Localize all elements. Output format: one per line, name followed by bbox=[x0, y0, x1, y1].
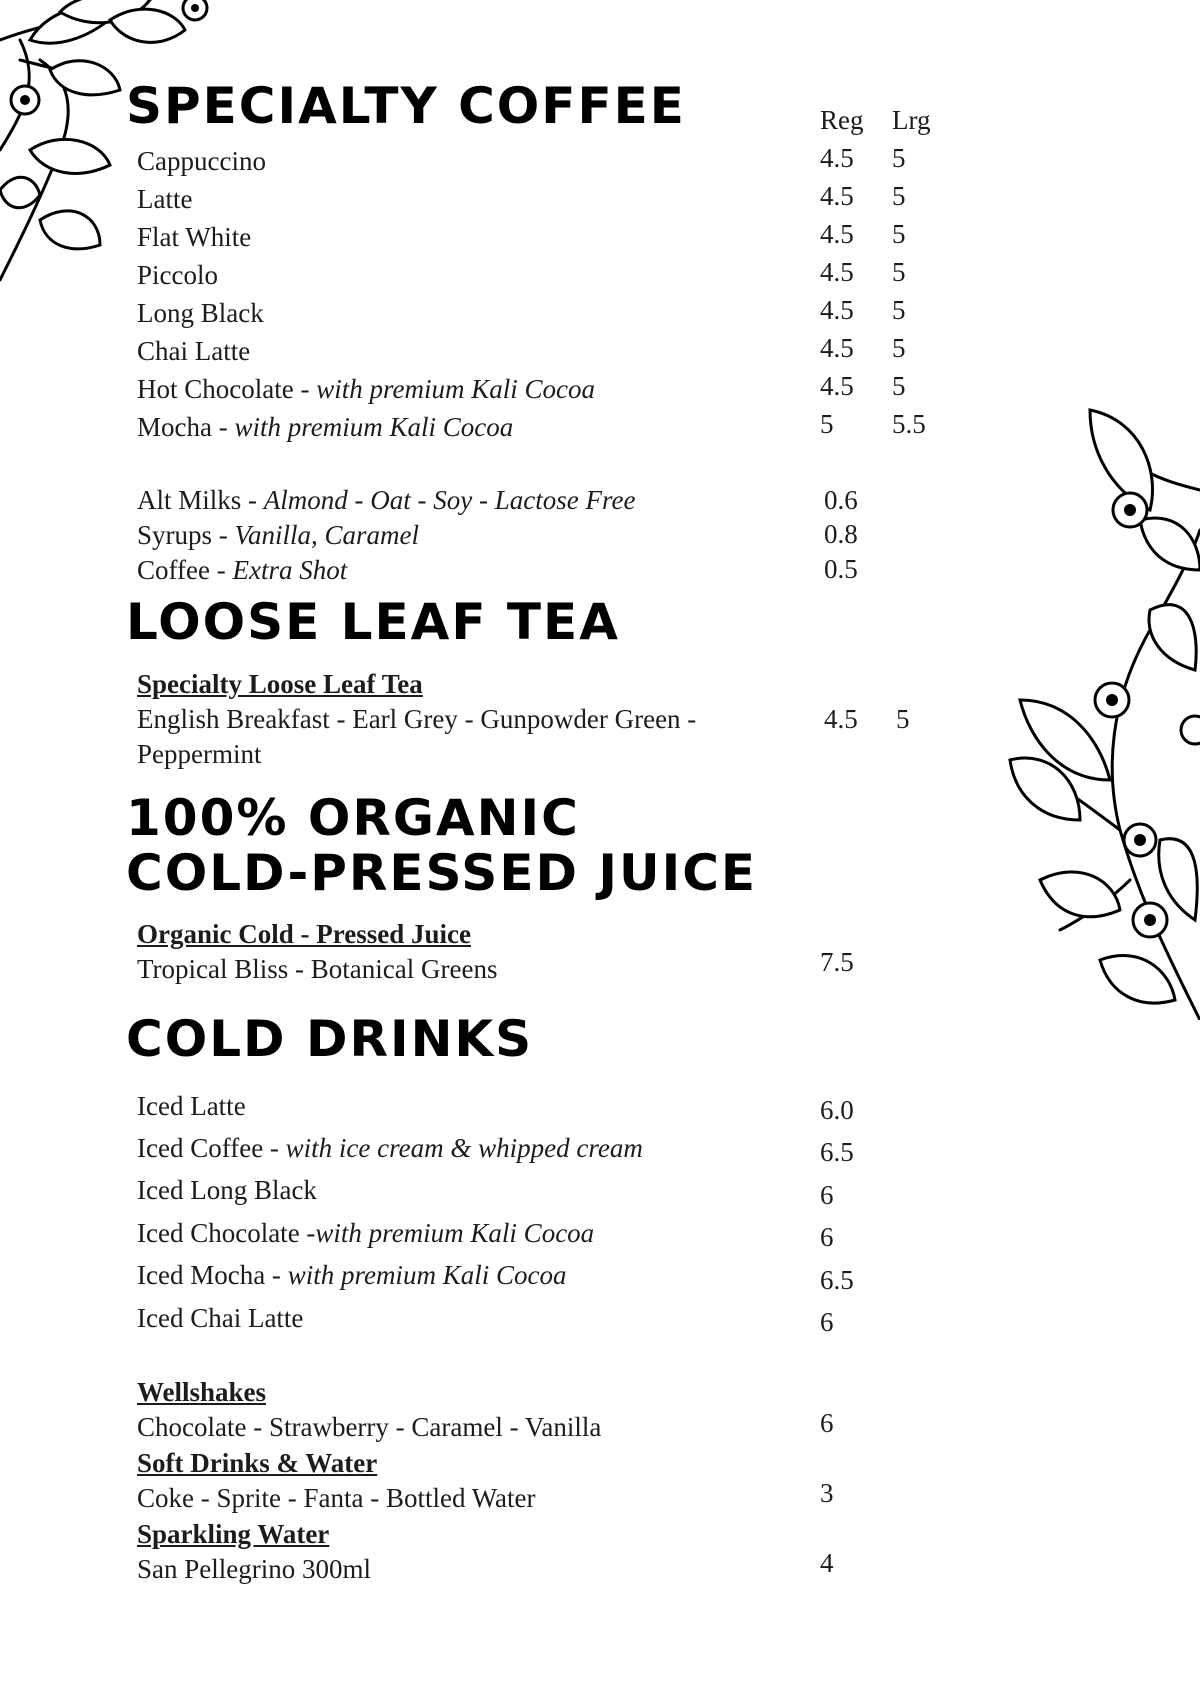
price-reg: 4.5 bbox=[820, 219, 854, 249]
tea-price-reg: 4.5 bbox=[824, 704, 858, 734]
column-header-reg: Reg bbox=[820, 105, 864, 135]
price-reg: 4.5 bbox=[820, 181, 854, 211]
list-item: Syrups - Vanilla, Caramel bbox=[137, 520, 420, 550]
price-lrg: 5 bbox=[892, 181, 906, 211]
wellshakes-flavours: Chocolate - Strawberry - Caramel - Vanilla bbox=[137, 1412, 602, 1442]
cold-drink-price: 6.5 bbox=[820, 1265, 854, 1295]
list-item: Iced Mocha - with premium Kali Cocoa bbox=[137, 1260, 567, 1290]
list-item: Coffee - Extra Shot bbox=[137, 555, 348, 585]
botanical-rose-vine-illustration-right bbox=[1000, 400, 1200, 1020]
cold-drink-price: 6 bbox=[820, 1180, 834, 1210]
wellshakes-subheading: Wellshakes bbox=[137, 1377, 267, 1407]
price-reg: 4.5 bbox=[820, 333, 854, 363]
juice-subheading: Organic Cold - Pressed Juice bbox=[137, 919, 471, 949]
cold-drink-price: 6 bbox=[820, 1307, 834, 1337]
list-item: Mocha - with premium Kali Cocoa bbox=[137, 412, 514, 442]
juice-varieties: Tropical Bliss - Botanical Greens bbox=[137, 954, 498, 984]
cold-drink-price: 6 bbox=[820, 1222, 834, 1252]
extra-price: 0.5 bbox=[824, 554, 858, 584]
list-item: Iced Coffee - with ice cream & whipped cream bbox=[137, 1133, 643, 1163]
list-item: Long Black bbox=[137, 298, 264, 328]
list-item: Hot Chocolate - with premium Kali Cocoa bbox=[137, 374, 595, 404]
extra-price: 0.8 bbox=[824, 519, 858, 549]
cold-drink-price: 6.5 bbox=[820, 1137, 854, 1167]
list-item: Iced Chai Latte bbox=[137, 1303, 304, 1333]
sparkling-water-subheading: Sparkling Water bbox=[137, 1519, 330, 1549]
tea-subheading: Specialty Loose Leaf Tea bbox=[137, 669, 423, 699]
juice-heading-line-2: COLD-PRESSED JUICE bbox=[126, 844, 758, 902]
tea-varieties-line-2: Peppermint bbox=[137, 739, 262, 769]
extra-price: 0.6 bbox=[824, 485, 858, 515]
list-item: Iced Latte bbox=[137, 1091, 246, 1121]
price-lrg: 5.5 bbox=[892, 409, 926, 439]
price-reg: 5 bbox=[820, 409, 834, 439]
tea-price-lrg: 5 bbox=[896, 704, 910, 734]
price-lrg: 5 bbox=[892, 333, 906, 363]
list-item: Piccolo bbox=[137, 260, 218, 290]
specialty-coffee-heading: SPECIALTY COFFEE bbox=[126, 77, 686, 135]
list-item: Flat White bbox=[137, 222, 252, 252]
soft-drinks-options: Coke - Sprite - Fanta - Bottled Water bbox=[137, 1483, 536, 1513]
juice-heading-line-1: 100% ORGANIC bbox=[126, 789, 580, 847]
price-lrg: 5 bbox=[892, 295, 906, 325]
soft-drinks-price: 3 bbox=[820, 1478, 834, 1508]
price-reg: 4.5 bbox=[820, 257, 854, 287]
list-item: Alt Milks - Almond - Oat - Soy - Lactose Free bbox=[137, 485, 636, 515]
price-lrg: 5 bbox=[892, 143, 906, 173]
column-header-lrg: Lrg bbox=[892, 105, 931, 135]
soft-drinks-subheading: Soft Drinks & Water bbox=[137, 1448, 378, 1478]
sparkling-water-price: 4 bbox=[820, 1548, 834, 1578]
price-reg: 4.5 bbox=[820, 143, 854, 173]
cold-drinks-heading: COLD DRINKS bbox=[126, 1010, 534, 1068]
price-reg: 4.5 bbox=[820, 371, 854, 401]
sparkling-water-option: San Pellegrino 300ml bbox=[137, 1554, 371, 1584]
price-reg: 4.5 bbox=[820, 295, 854, 325]
list-item: Chai Latte bbox=[137, 336, 251, 366]
tea-varieties-line-1: English Breakfast - Earl Grey - Gunpowder Green - bbox=[137, 704, 697, 734]
wellshakes-price: 6 bbox=[820, 1408, 834, 1438]
list-item: Iced Long Black bbox=[137, 1175, 317, 1205]
list-item: Latte bbox=[137, 184, 193, 214]
list-item: Cappuccino bbox=[137, 146, 266, 176]
juice-price: 7.5 bbox=[820, 947, 854, 977]
list-item: Iced Chocolate -with premium Kali Cocoa bbox=[137, 1218, 595, 1248]
price-lrg: 5 bbox=[892, 257, 906, 287]
loose-leaf-tea-heading: LOOSE LEAF TEA bbox=[126, 593, 620, 651]
price-lrg: 5 bbox=[892, 371, 906, 401]
cold-drink-price: 6.0 bbox=[820, 1095, 854, 1125]
price-lrg: 5 bbox=[892, 219, 906, 249]
